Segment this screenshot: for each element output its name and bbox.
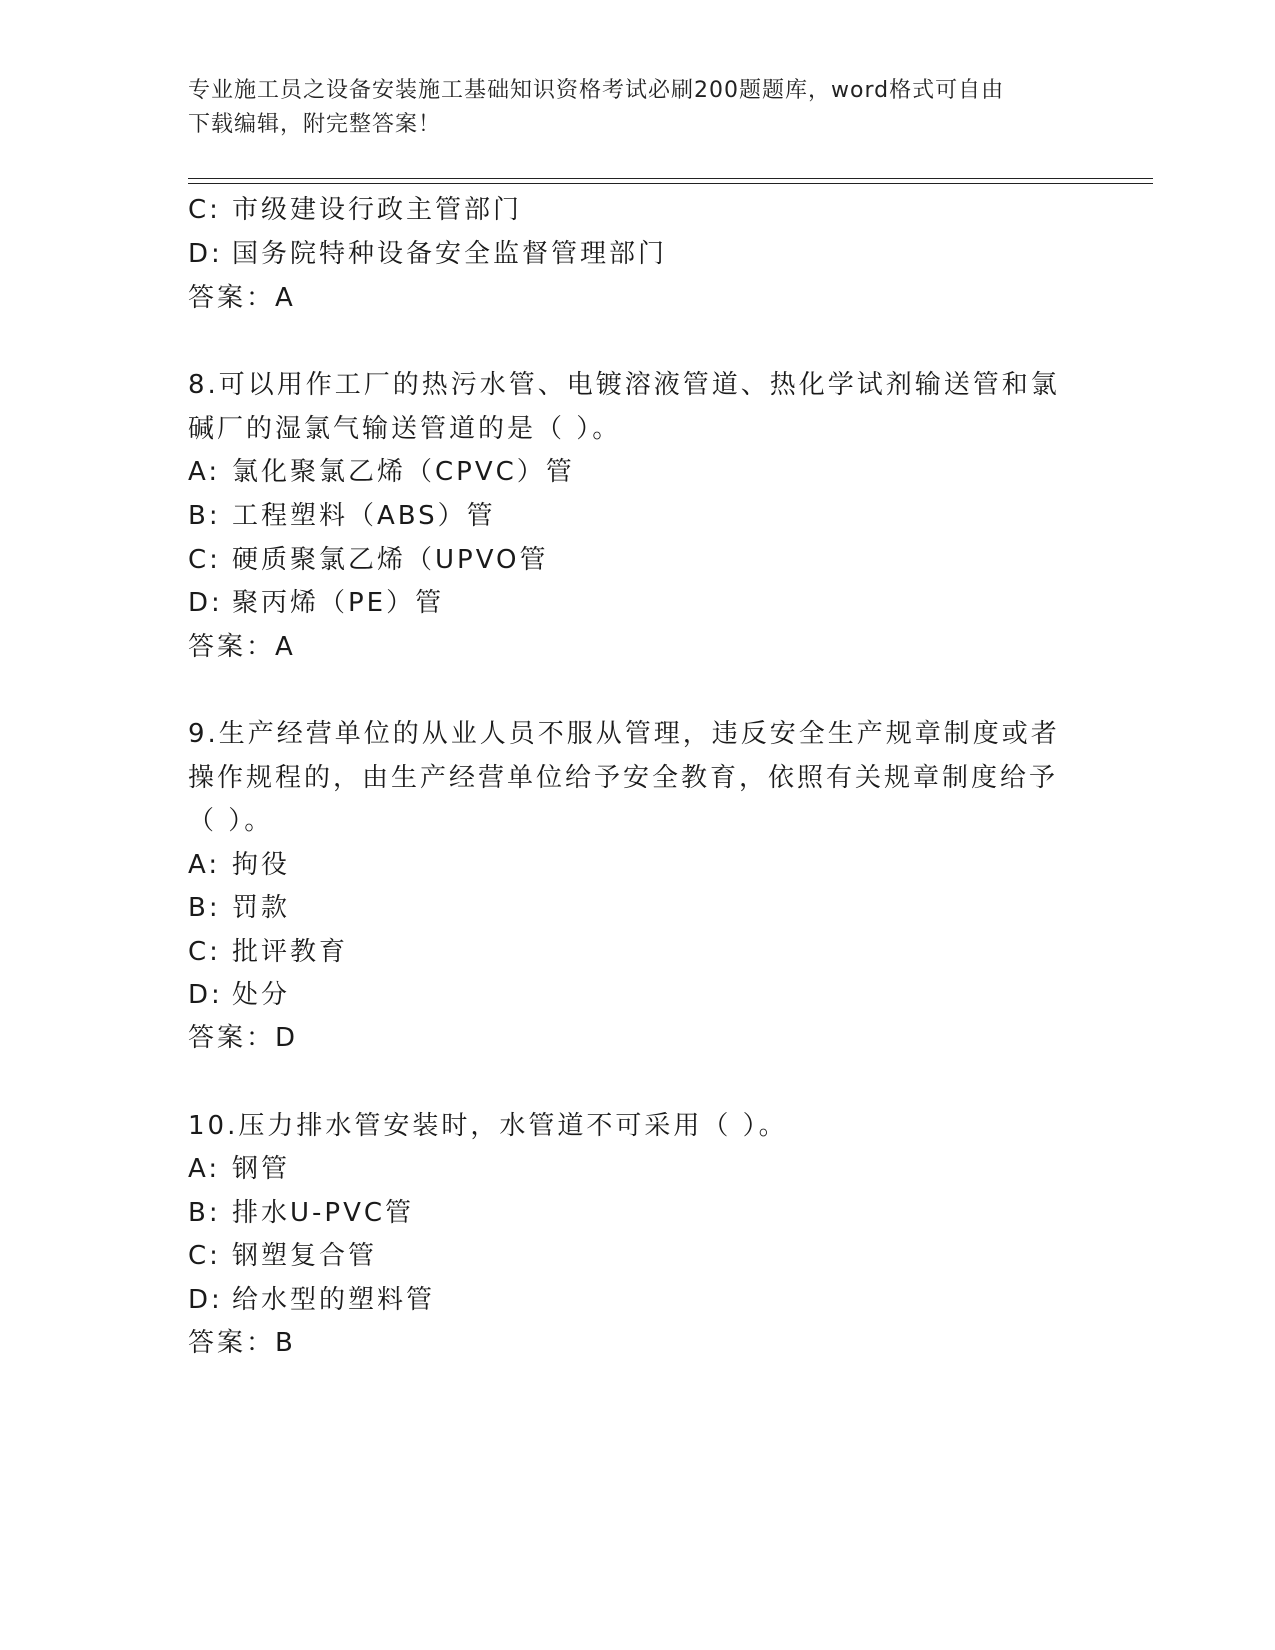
header-divider-bottom	[188, 183, 1153, 184]
option-c	[188, 543, 549, 577]
question-9-stem-line-3: （ ）。	[188, 806, 274, 836]
option-text: 给水型的塑料管	[232, 1285, 436, 1315]
option-label: C:	[188, 937, 221, 967]
option-text: 钢塑复合管	[232, 1241, 378, 1271]
option-text: 聚丙烯（PE）管	[232, 588, 445, 618]
option-label: C:	[188, 545, 221, 575]
option-label: C:	[188, 1241, 221, 1271]
option-label: C:	[188, 195, 221, 225]
option-a	[188, 848, 290, 882]
option-text: 氯化聚氯乙烯（CPVC）管	[232, 457, 575, 487]
option-text: 钢管	[232, 1154, 291, 1184]
question-8-stem-line-1: 8.可以用作工厂的热污水管、电镀溶液管道、热化学试剂输送管和氯	[188, 370, 1060, 400]
option-label: B:	[188, 501, 221, 531]
option-b	[188, 891, 290, 925]
option-text: 拘役	[232, 850, 291, 880]
option-c	[188, 1239, 377, 1273]
option-text: 批评教育	[232, 937, 349, 967]
header-line-2: 下载编辑，附完整答案！	[188, 112, 442, 137]
option-c	[188, 935, 348, 969]
option-label: A:	[188, 1154, 221, 1184]
option-label: D:	[188, 239, 223, 269]
answer-line: 答案：A	[188, 283, 296, 313]
answer-line: 答案：B	[188, 1328, 296, 1358]
option-d	[188, 237, 667, 271]
option-b	[188, 1196, 414, 1230]
option-text: 市级建设行政主管部门	[232, 195, 523, 225]
document-header	[188, 74, 1068, 142]
option-label: A:	[188, 457, 221, 487]
question-10-stem-line-1: 10.压力排水管安装时，水管道不可采用（ ）。	[188, 1111, 788, 1141]
answer-line: 答案：D	[188, 1023, 299, 1053]
option-text: 处分	[232, 980, 291, 1010]
option-text: 工程塑料（ABS）管	[232, 501, 496, 531]
header-divider-top	[188, 178, 1153, 179]
question-8-stem-line-2: 碱厂的湿氯气输送管道的是（ ）。	[188, 414, 622, 444]
option-a	[188, 1152, 290, 1186]
option-d	[188, 978, 290, 1012]
option-c	[188, 193, 522, 227]
option-text: 国务院特种设备安全监督管理部门	[232, 239, 668, 269]
option-b	[188, 499, 496, 533]
question-9-stem-line-1: 9.生产经营单位的从业人员不服从管理，违反安全生产规章制度或者	[188, 719, 1060, 749]
option-label: A:	[188, 850, 221, 880]
option-text: 排水U-PVC管	[232, 1198, 415, 1228]
option-d	[188, 1283, 435, 1317]
option-label: B:	[188, 1198, 221, 1228]
option-a	[188, 455, 575, 489]
header-line-1: 专业施工员之设备安装施工基础知识资格考试必刷200题题库，word格式可自由	[188, 78, 1005, 103]
option-label: D:	[188, 980, 223, 1010]
option-d	[188, 586, 444, 620]
option-text: 硬质聚氯乙烯（UPVO管	[232, 545, 549, 575]
answer-line: 答案：A	[188, 632, 296, 662]
option-label: D:	[188, 588, 223, 618]
question-9-stem-line-2: 操作规程的，由生产经营单位给予安全教育，依照有关规章制度给予	[188, 763, 1059, 793]
option-text: 罚款	[232, 893, 291, 923]
option-label: D:	[188, 1285, 223, 1315]
option-label: B:	[188, 893, 221, 923]
